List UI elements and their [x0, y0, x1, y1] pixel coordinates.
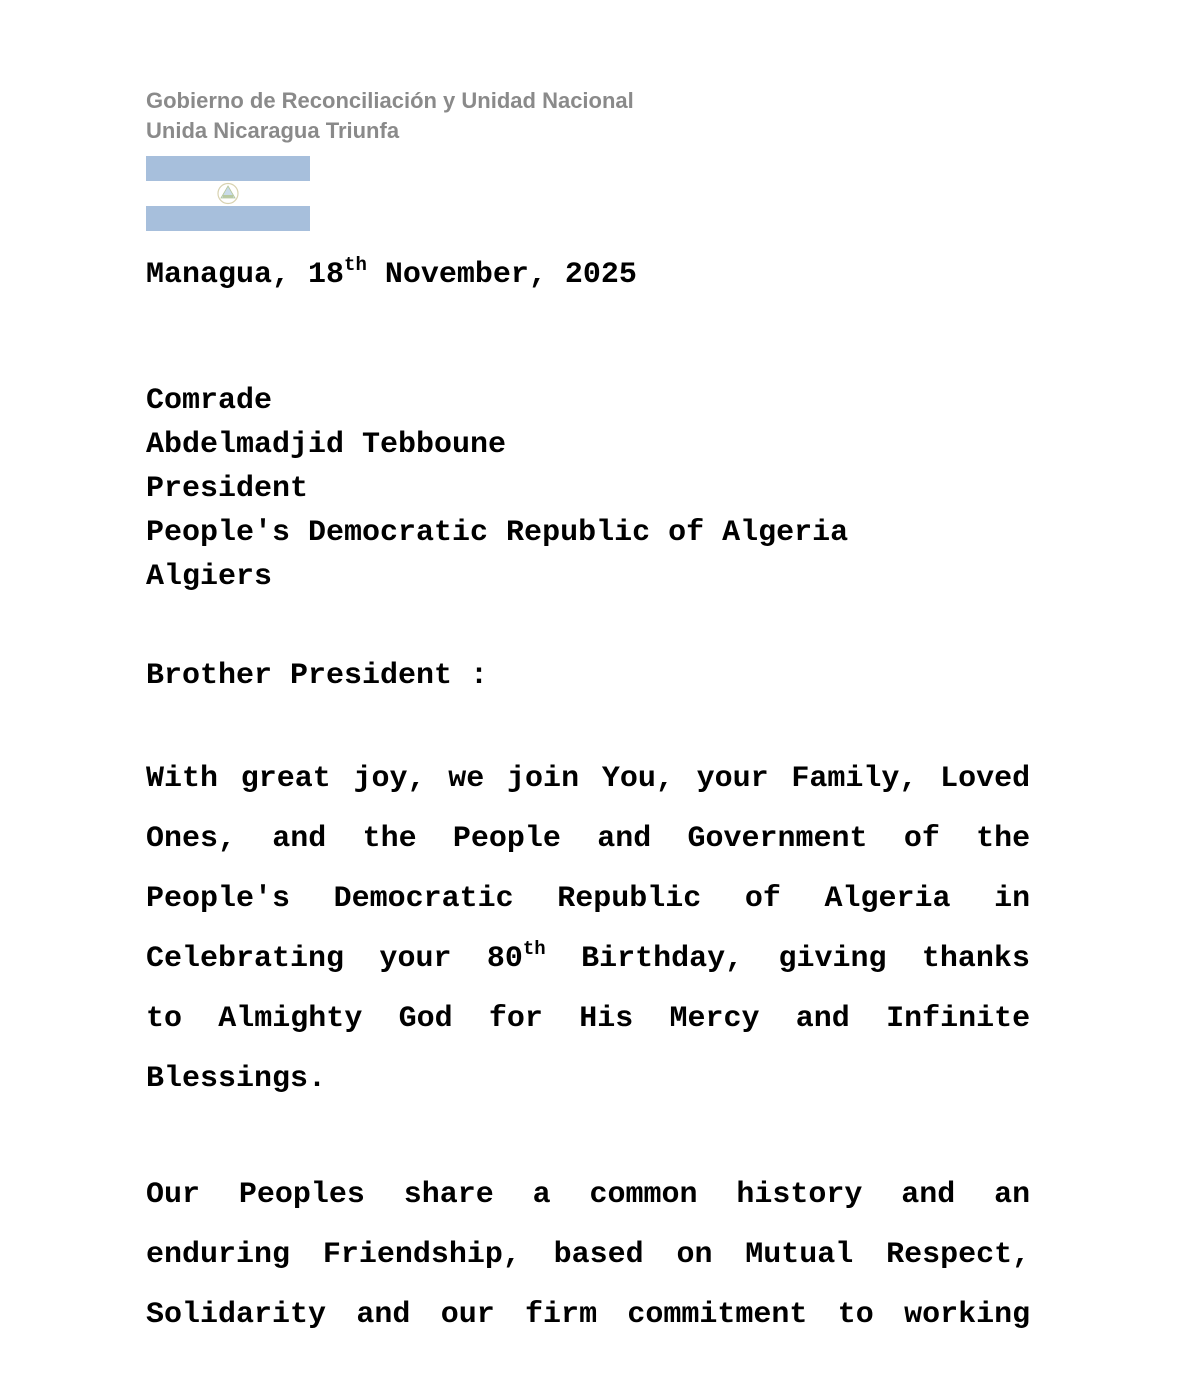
paragraph-line: Solidarity and our firm commitment to working	[146, 1298, 1031, 1332]
recipient-address	[146, 379, 848, 599]
date-day: Managua, 18	[146, 258, 345, 292]
paragraph-line: Our Peoples share a common history and an	[146, 1178, 1031, 1212]
paragraph-line	[146, 929, 1030, 989]
letter-date	[146, 255, 637, 295]
letterhead-government-name: Gobierno de Reconciliación y Unidad Nacional	[146, 88, 634, 113]
date-month-year: November, 2025	[366, 258, 637, 292]
paragraph-line: to Almighty God for His Mercy and Infinite	[146, 1002, 1031, 1036]
ordinal-suffix: th	[522, 938, 546, 960]
nicaragua-flag-icon	[146, 156, 310, 231]
salutation: Brother President :	[146, 659, 489, 693]
letterhead-slogan: Unida Nicaragua Triunfa	[146, 118, 400, 143]
recipient-city: Algiers	[146, 560, 273, 594]
paragraph-line: Ones, and the People and Government of the	[146, 822, 1031, 856]
paragraph-line-part: Celebrating your 80	[146, 942, 523, 976]
date-ordinal-suffix: th	[344, 254, 367, 276]
paragraph-birthday-greeting	[146, 749, 1030, 1109]
letterhead	[146, 86, 634, 146]
paragraph-friendship	[146, 1165, 1030, 1345]
recipient-country: People's Democratic Republic of Algeria	[146, 516, 849, 550]
recipient-name: Abdelmadjid Tebboune	[146, 428, 507, 462]
paragraph-line: enduring Friendship, based on Mutual Respect,	[146, 1238, 1031, 1272]
recipient-title: Comrade	[146, 384, 273, 418]
paragraph-line: People's Democratic Republic of Algeria in	[146, 882, 1031, 916]
recipient-position: President	[146, 472, 309, 506]
paragraph-line: Blessings.	[146, 1062, 327, 1096]
paragraph-line-part: Birthday, giving thanks	[545, 942, 1030, 976]
paragraph-line: With great joy, we join You, your Family, Loved	[146, 762, 1031, 796]
